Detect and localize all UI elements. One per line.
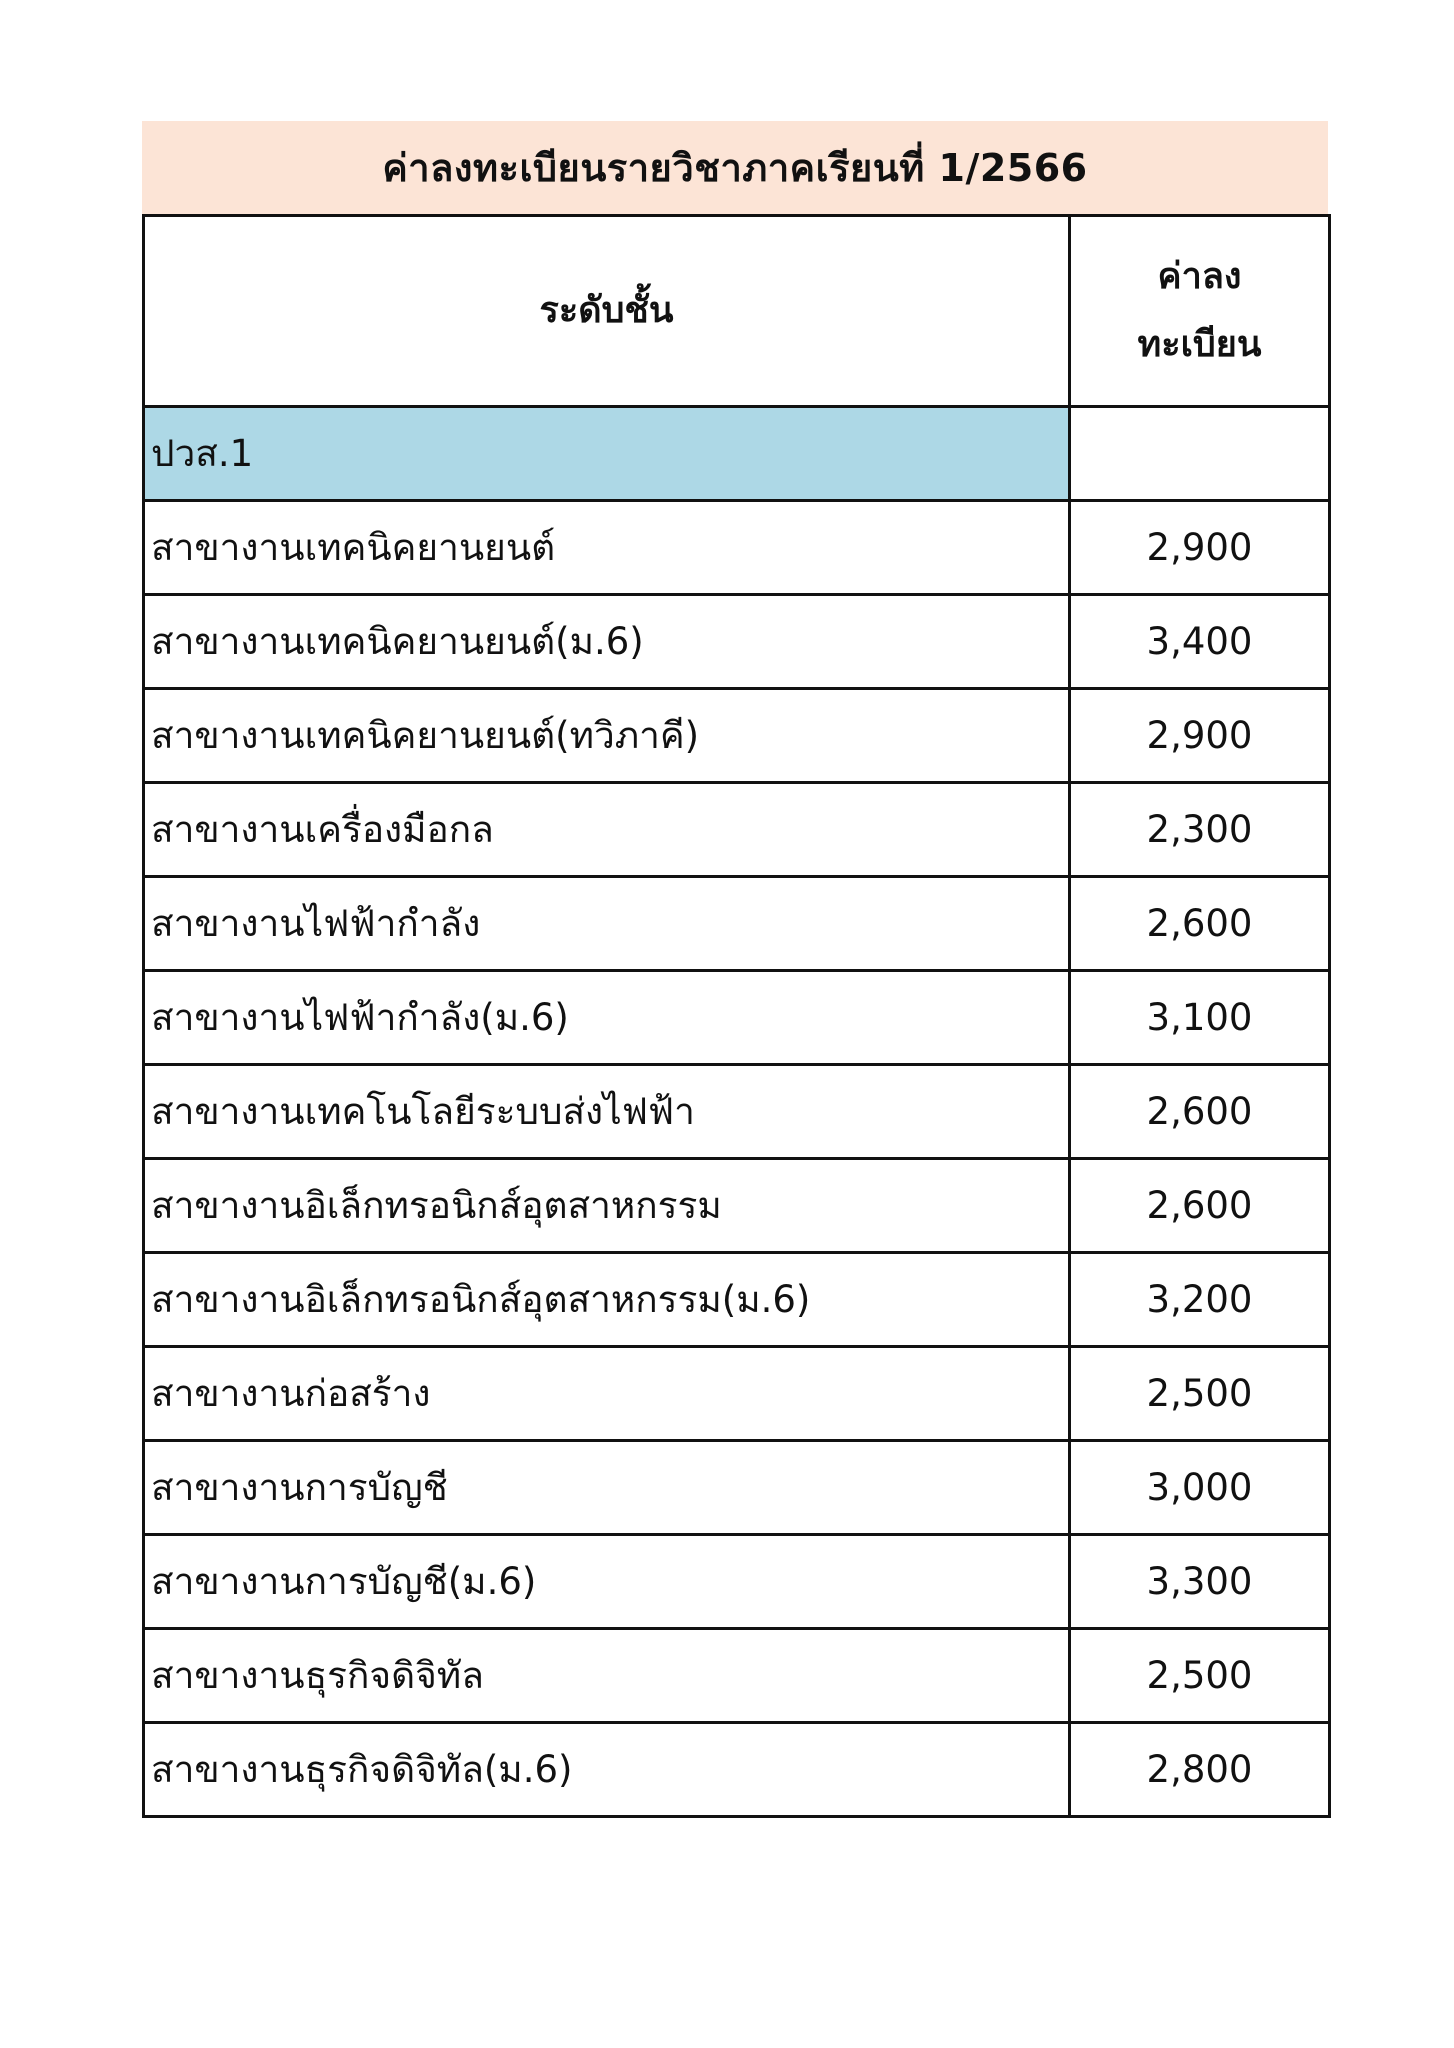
row-name: สาขางานเทคนิคยานยนต์ bbox=[144, 501, 1070, 595]
table-row bbox=[144, 1629, 1330, 1723]
table-row bbox=[144, 1159, 1330, 1253]
row-fee: 3,100 bbox=[1070, 971, 1330, 1065]
row-fee: 2,600 bbox=[1070, 1065, 1330, 1159]
row-fee: 2,800 bbox=[1070, 1723, 1330, 1817]
row-fee: 2,600 bbox=[1070, 1159, 1330, 1253]
table-row bbox=[144, 1065, 1330, 1159]
table-row bbox=[144, 595, 1330, 689]
row-name: สาขางานเทคโนโลยีระบบส่งไฟฟ้า bbox=[144, 1065, 1070, 1159]
row-name: สาขางานธุรกิจดิจิทัล bbox=[144, 1629, 1070, 1723]
row-fee: 2,900 bbox=[1070, 501, 1330, 595]
row-fee: 3,400 bbox=[1070, 595, 1330, 689]
section-row bbox=[144, 407, 1330, 501]
row-name: สาขางานการบัญชี bbox=[144, 1441, 1070, 1535]
row-name: สาขางานก่อสร้าง bbox=[144, 1347, 1070, 1441]
table-row bbox=[144, 783, 1330, 877]
row-name: สาขางานไฟฟ้ากำลัง bbox=[144, 877, 1070, 971]
row-fee: 2,500 bbox=[1070, 1629, 1330, 1723]
table-row bbox=[144, 1441, 1330, 1535]
row-name: สาขางานอิเล็กทรอนิกส์อุตสาหกรรม(ม.6) bbox=[144, 1253, 1070, 1347]
table-row bbox=[144, 1253, 1330, 1347]
section-fee-empty bbox=[1070, 407, 1330, 501]
registration-fee-table bbox=[142, 214, 1331, 1818]
row-name: สาขางานการบัญชี(ม.6) bbox=[144, 1535, 1070, 1629]
document-title: ค่าลงทะเบียนรายวิชาภาคเรียนที่ 1/2566 bbox=[142, 121, 1328, 214]
table-row bbox=[144, 689, 1330, 783]
row-fee: 2,500 bbox=[1070, 1347, 1330, 1441]
row-fee: 3,000 bbox=[1070, 1441, 1330, 1535]
header-fee-line2: ทะเบียน bbox=[1137, 324, 1262, 365]
table-row bbox=[144, 1535, 1330, 1629]
section-label: ปวส.1 bbox=[144, 407, 1070, 501]
row-name: สาขางานเทคนิคยานยนต์(ม.6) bbox=[144, 595, 1070, 689]
table-row bbox=[144, 501, 1330, 595]
table-row bbox=[144, 1347, 1330, 1441]
header-fee-line1: ค่าลง bbox=[1157, 255, 1242, 297]
row-fee: 3,200 bbox=[1070, 1253, 1330, 1347]
header-fee bbox=[1070, 216, 1330, 407]
table-row bbox=[144, 1723, 1330, 1817]
table-row bbox=[144, 877, 1330, 971]
table-row bbox=[144, 971, 1330, 1065]
row-fee: 2,900 bbox=[1070, 689, 1330, 783]
row-fee: 2,600 bbox=[1070, 877, 1330, 971]
row-name: สาขางานเครื่องมือกล bbox=[144, 783, 1070, 877]
row-name: สาขางานไฟฟ้ากำลัง(ม.6) bbox=[144, 971, 1070, 1065]
table-header-row bbox=[144, 216, 1330, 407]
fee-document bbox=[142, 121, 1328, 1818]
row-name: สาขางานอิเล็กทรอนิกส์อุตสาหกรรม bbox=[144, 1159, 1070, 1253]
header-level: ระดับชั้น bbox=[144, 216, 1070, 407]
row-fee: 2,300 bbox=[1070, 783, 1330, 877]
row-name: สาขางานเทคนิคยานยนต์(ทวิภาคี) bbox=[144, 689, 1070, 783]
row-name: สาขางานธุรกิจดิจิทัล(ม.6) bbox=[144, 1723, 1070, 1817]
row-fee: 3,300 bbox=[1070, 1535, 1330, 1629]
